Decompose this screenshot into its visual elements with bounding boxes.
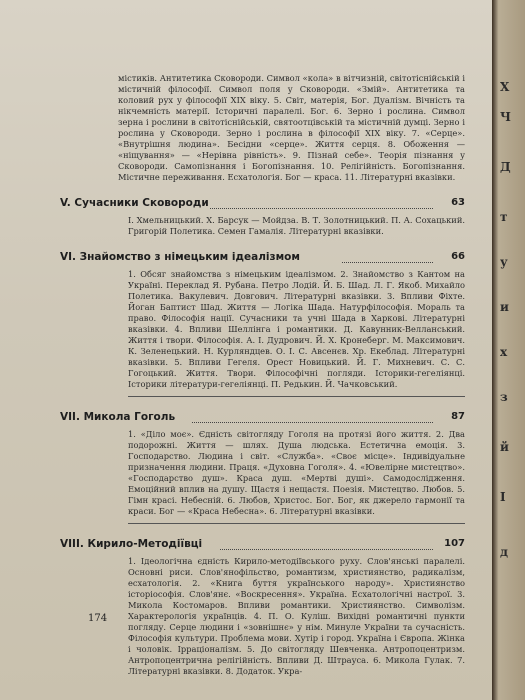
page-number: 174 [88,613,108,624]
edge-glyph: Ч [500,110,511,124]
divider [128,523,465,524]
section-text-vi: 1. Обсяг знайомства з німецьким ідеалізмом. 2. Знайомство з Кантом на Україні. Переклад Я. Рубана. Петро Лодій. Й. Б. Шад. Л. Г. Якоб. Михайло Полетика. Вакулевич. Довгович. Літературні вказівки. 3. Впливи Фіхте. Йоган Баптист Шад. Життя — Логіка Шада. Натурфілософія. Мораль та право. Філософія нації. Сучасники та учні Шада в Харкові. Літературні вказівки. 4. Впливи Шеллінга і романтики. Д. Кавунник-Велланський. Життя і твори. Філософія. А. І. Дудрович. Й. Х. Кронеберг. М. Максимович. К. Зеленецький. Н. Курляндцев. О. І. С. Авсенєв. Хр. Екеблад. Літературні вказівки. 5. Впливи Гегеля. Орест Новицький. Й. Г. Михневич. С. С. Гогоцький. Життя. Твори. Філософічні погляди. Історики-гегеліянці. Історики літератури-гегеліянці. П. Редькин. Й. Чачковський. [128,269,465,389]
edge-glyph: у [500,255,508,269]
edge-glyph: д [500,545,508,559]
section-text-vii: 1. «Діло моє». Єдність світогляду Гоголя на протязі його життя. 2. Два подорожні. Життя — шлях. Душа людська. Естетична емоція. 3. Господарство. Людина і світ. «Служба». «Своє місце». Індивідуальне призначення людини. Праця. «Духовна Гоголя». 4. «Ювелірне мистецтво». «Господарство душ». Краса душ. «Мертві душі». Самодослідження. Емоційний вплив на душу. Щастя і нещастя. Поезія. Мистецтво. Любов. 5. Гімн красі. Небесній. 6. Любов, Христос. Бог. Бог, як джерело гармонії та краси. Бог — «Краса Небесна». 6. Літературні вказівки. [128,429,465,516]
section-header-v [60,193,465,215]
edge-glyph: т [500,210,508,224]
section-text-v: І. Хмельницький. Х. Барсук — Мойдза. В. Т. Золотницький. П. А. Сохацький. Григорій Полетика. Семен Гамалія. Літературні вказівки. [128,215,465,236]
section-title: VIII. Кирило-Методіївці [60,538,203,550]
section-title: V. Сучасники Сковороди [60,197,209,209]
edge-glyph: Д [500,160,511,174]
edge-glyph: й [500,440,509,454]
leader-dots [342,262,433,263]
section-page: 107 [444,538,465,549]
section-header-viii [60,534,465,556]
next-page-edge [492,0,525,700]
edge-glyph: и [500,300,509,314]
section-header-vi [60,247,465,269]
section-text-viii: 1. Ідеологічна єдність Кирило-методіївського руху. Слов'янські паралелі. Основні риси. Слов'янофільство, романтизм, християнство, радикалізм, есхатологія. 2. «Книга буття українського народу». Християнство історіософія. Слов'янє. «Воскресення». Україна. Есхатологічні настрої. 3. Микола Костомаров. Впливи романтики. Християнство. Символізм. Характерологія українців. 4. П. О. Куліш. Вихідні романтичні пункти погляду. Серце людини і «зовнішнє» у нім. Минуле України та сучасність. Філософія культури. Проблема мови. Хутір і город. Україна і Європа. Жінка і чоловік. Ірраціоналізм. 5. До світогляду Шевченка. Антропоцентризм. Антропоцентрична релігійність. Впливи Д. Штрауса. 6. Микола Гулак. 7. Літературні вказівки. 8. Додаток. Укра- [128,556,465,676]
edge-glyph: з [500,390,508,404]
section-page: 87 [451,411,465,422]
leader-dots [210,208,433,209]
leader-dots [220,549,433,550]
edge-glyph: І [500,490,506,504]
leader-dots [192,422,433,423]
toc-content [60,73,465,677]
edge-glyph: х [500,345,508,359]
divider [128,396,465,397]
edge-glyph: Х [500,80,510,94]
section-title: VII. Микола Гоголь [60,411,176,423]
section-page: 66 [451,251,465,262]
section-page: 63 [451,197,465,208]
section-title: VI. Знайомство з німецьким ідеалізмом [60,251,300,263]
section-header-vii [60,407,465,429]
intro-paragraph: містиків. Антитетика Сковороди. Символ «кола» в вітчизній, світотіснійській і містичній філософії. Символ поля у Сковороди. «Змій». Антитетика та коловий рух у філософії XIX віку. 5. Світ, матерія, Бог. Дуалізм. Вічність та нікчемність матерії. Історичні паралелі. Бог. 6. Зерно і рослина. Символ зерна і рослини в світотіснійській, святоотцівській та містичній думці. Зерно і рослина у Сковороди. Зерно і рослина в філософії XIX віку. 7. «Серце». «Внутрішня людина». Бесідни «серце». Життя серця. 8. Обоження — «ніщування» — «Нерівна рівність». 9. Пізнай себе». Теорія пізнання у Сковороди. Самопізнання і Богопізнання. 10. Релігійність. Богопізнання. Містичне переживання. Есхатологія. Бог — краса. 11. Літературні вказівки. [118,73,465,182]
